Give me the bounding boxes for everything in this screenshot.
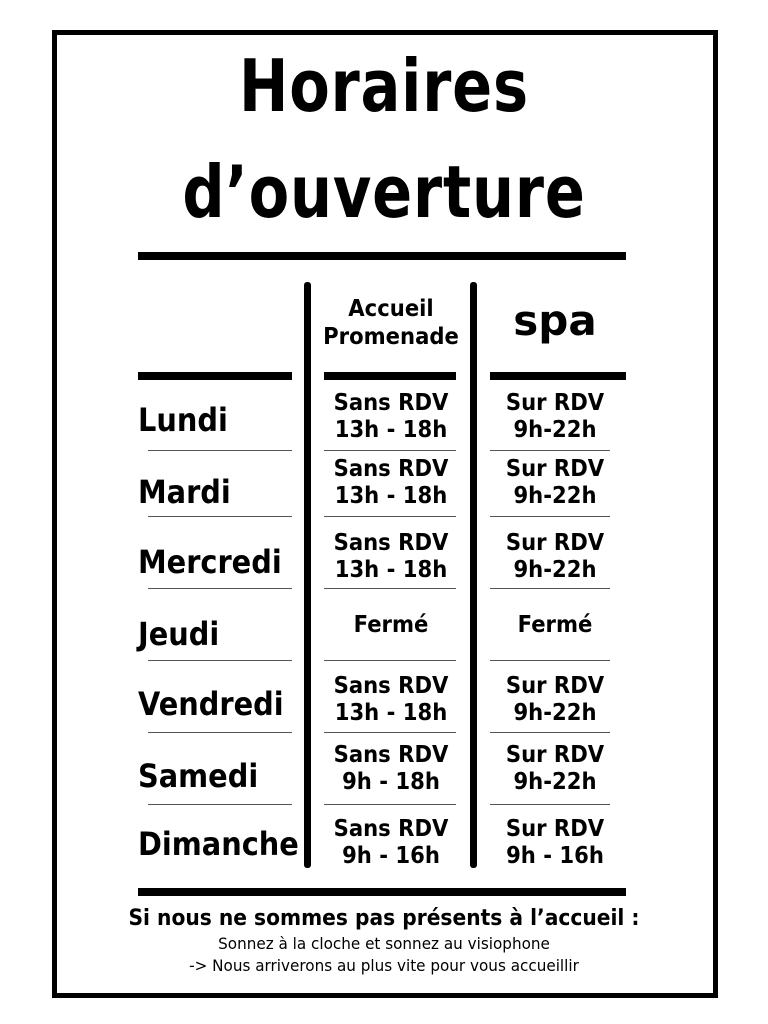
day-label: Lundi [138, 401, 228, 439]
column-header-spa: spa [513, 296, 597, 345]
row-separator [490, 588, 610, 589]
row-separator [148, 660, 292, 661]
spa-hours: Sur RDV 9h-22h [505, 390, 605, 444]
day-label: Mercredi [138, 543, 282, 581]
column-divider-right [470, 282, 477, 868]
row-separator [490, 732, 610, 733]
title-line-2: d’ouverture [182, 150, 586, 234]
row-separator [490, 516, 610, 517]
row-separator [490, 804, 610, 805]
accueil-hours: Sans RDV 9h - 16h [333, 816, 449, 870]
day-label: Dimanche [138, 825, 299, 863]
day-label: Mardi [138, 473, 231, 511]
row-separator [148, 450, 292, 451]
header-divider-spa [490, 372, 626, 380]
day-label: Jeudi [138, 615, 220, 653]
row-separator [148, 732, 292, 733]
footer-instruction: Sonnez à la cloche et sonnez au visiophone [218, 934, 550, 953]
column-divider-left [304, 282, 311, 868]
title-line-1: Horaires [238, 44, 530, 128]
row-separator [324, 732, 456, 733]
spa-hours: Sur RDV 9h-22h [505, 530, 605, 584]
accueil-hours: Sans RDV 13h - 18h [333, 456, 449, 510]
accueil-hours: Sans RDV 13h - 18h [333, 673, 449, 727]
row-separator [324, 660, 456, 661]
footer-divider [138, 888, 626, 896]
spa-hours: Sur RDV 9h-22h [505, 456, 605, 510]
title-divider [138, 252, 626, 260]
row-separator [324, 450, 456, 451]
column-header-accueil: Accueil Promenade [323, 296, 459, 350]
spa-hours: Sur RDV 9h-22h [505, 742, 605, 796]
day-label: Vendredi [138, 685, 284, 723]
accueil-hours: Sans RDV 13h - 18h [333, 530, 449, 584]
row-separator [148, 516, 292, 517]
row-separator [324, 588, 456, 589]
header-divider-days [138, 372, 292, 380]
spa-hours: Sur RDV 9h - 16h [505, 816, 605, 870]
spa-hours: Sur RDV 9h-22h [505, 673, 605, 727]
accueil-hours: Fermé [353, 612, 429, 638]
accueil-hours: Sans RDV 13h - 18h [333, 390, 449, 444]
row-separator [148, 588, 292, 589]
accueil-hours: Sans RDV 9h - 18h [333, 742, 449, 796]
footer-notice: Si nous ne sommes pas présents à l’accueil : [128, 906, 640, 931]
day-label: Samedi [138, 757, 259, 795]
row-separator [324, 804, 456, 805]
row-separator [324, 516, 456, 517]
footer-arrival: -> Nous arriverons au plus vite pour vous accueillir [189, 956, 579, 975]
row-separator [490, 660, 610, 661]
header-divider-accueil [324, 372, 456, 380]
row-separator [148, 804, 292, 805]
row-separator [490, 450, 610, 451]
spa-hours: Fermé [517, 612, 593, 638]
